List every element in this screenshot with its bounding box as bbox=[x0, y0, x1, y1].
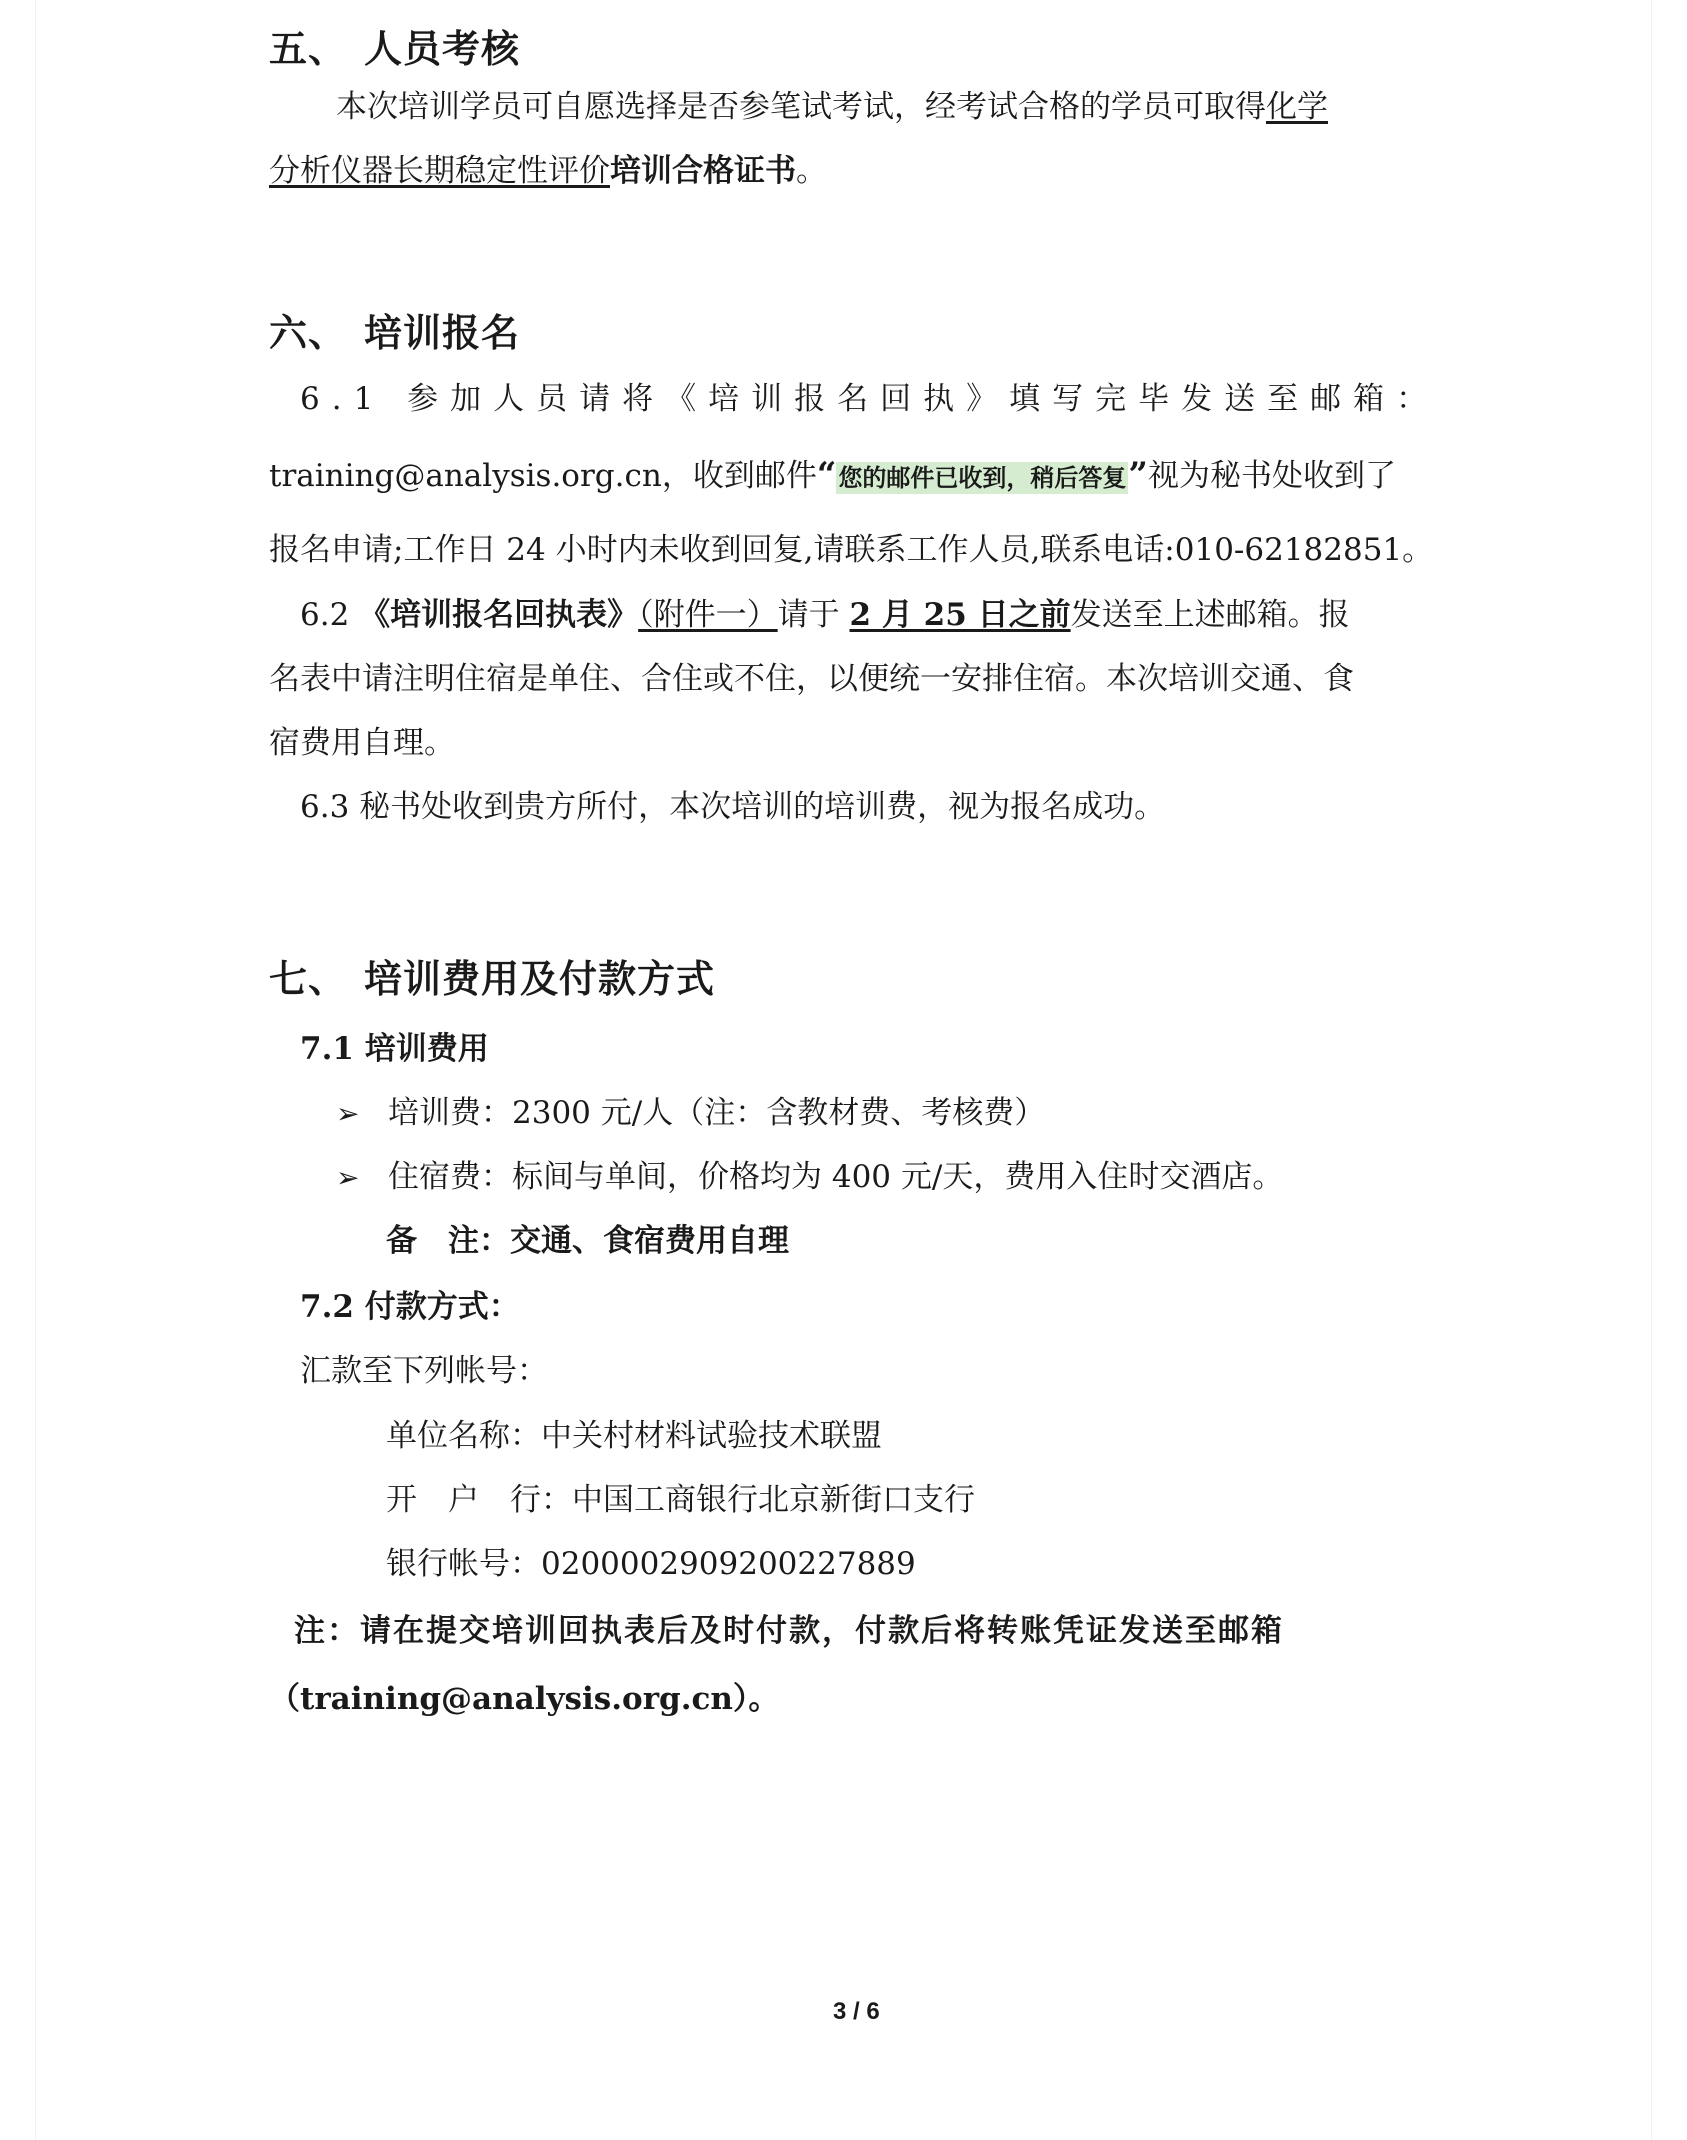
para-6-3: 6.3 秘书处收到贵方所付，本次培训的培训费，视为报名成功。 bbox=[300, 789, 1166, 825]
receipt-form-title: 《培训报名回执表》 bbox=[359, 597, 639, 633]
para-6-1-tail: 视为秘书处收到了 bbox=[1147, 458, 1396, 494]
fee-text: 培训费：2300 元/人（注：含教材费、考核费） bbox=[388, 1095, 1046, 1131]
fee-list-item bbox=[336, 1094, 1045, 1133]
subsection-7-2: 7.2 付款方式： bbox=[300, 1289, 520, 1325]
account-number: 银行帐号：0200002909200227889 bbox=[386, 1546, 916, 1582]
para-6-2-line3: 宿费用自理。 bbox=[269, 725, 455, 761]
section-5-number: 五、 bbox=[269, 26, 348, 71]
payment-note-line2: （training@analysis.org.cn）。 bbox=[269, 1681, 780, 1717]
para-6-2-line2: 名表中请注明住宿是单住、合住或不住，以便统一安排住宿。本次培训交通、食 bbox=[269, 661, 1354, 697]
section-7-title: 培训费用及付款方式 bbox=[364, 956, 716, 1001]
account-name: 单位名称：中关村材料试验技术联盟 bbox=[386, 1418, 882, 1454]
page-number: 3 / 6 bbox=[833, 1998, 880, 2025]
section-6-title: 培训报名 bbox=[364, 310, 521, 355]
attachment-ref: （附件一） bbox=[638, 597, 778, 633]
lodging-text: 住宿费：标间与单间，价格均为 400 元/天，费用入住时交酒店。 bbox=[388, 1159, 1284, 1195]
para-6-1-line1: 6.1 参加人员请将《培训报名回执》填写完毕发送至邮箱： bbox=[300, 381, 1440, 417]
para-6-1-text: ，收到邮件 bbox=[661, 458, 817, 494]
section-5-certificate-label: 培训合格证书 bbox=[610, 153, 796, 189]
subsection-7-1: 7.1 培训费用 bbox=[300, 1031, 489, 1067]
payment-note-line1: 注：请在提交培训回执表后及时付款，付款后将转账凭证发送至邮箱 bbox=[294, 1613, 1284, 1649]
registration-email: training@analysis.org.cn bbox=[269, 458, 662, 494]
section-5-period: 。 bbox=[796, 153, 827, 189]
bank-branch: 开 户 行：中国工商银行北京新街口支行 bbox=[386, 1482, 975, 1518]
para-6-2-text: 请于 bbox=[777, 597, 850, 633]
para-6-1-line2 bbox=[269, 456, 1396, 497]
section-6-heading bbox=[269, 302, 520, 357]
section-5-text: 本次培训学员可自愿选择是否参笔试考试，经考试合格的学员可取得 bbox=[336, 89, 1266, 125]
section-7-number: 七、 bbox=[269, 956, 348, 1001]
para-6-2-tail: 发送至上述邮箱。报 bbox=[1070, 597, 1350, 633]
remittance-intro: 汇款至下列帐号： bbox=[300, 1353, 548, 1389]
quote-close: ” bbox=[1128, 455, 1148, 495]
section-5-title: 人员考核 bbox=[364, 26, 521, 71]
para-6-2-number: 6.2 bbox=[300, 597, 360, 633]
lodging-list-item bbox=[336, 1158, 1283, 1197]
deadline-date: 2 月 25 日之前 bbox=[849, 597, 1071, 633]
section-5-certificate-name-part1: 化学 bbox=[1266, 89, 1328, 125]
section-6-number: 六、 bbox=[269, 310, 348, 355]
document-page bbox=[36, 0, 1651, 2140]
arrow-bullet-icon: ➢ bbox=[336, 1161, 360, 1194]
quote-open: “ bbox=[816, 455, 837, 495]
section-5-para-line1 bbox=[336, 88, 1328, 126]
section-7-heading bbox=[269, 948, 715, 1003]
para-6-2-line1 bbox=[300, 596, 1350, 634]
section-5-heading bbox=[269, 18, 520, 73]
para-6-1-line3: 报名申请;工作日 24 小时内未收到回复,请联系工作人员,联系电话:010-62182851。 bbox=[269, 532, 1434, 568]
auto-reply-highlight: 您的邮件已收到，稍后答复 bbox=[838, 464, 1127, 492]
section-5-para-line2 bbox=[269, 152, 827, 190]
remark: 备 注：交通、食宿费用自理 bbox=[386, 1223, 789, 1259]
section-5-certificate-name-part2: 分析仪器长期稳定性评价 bbox=[269, 153, 610, 189]
arrow-bullet-icon: ➢ bbox=[336, 1097, 360, 1130]
